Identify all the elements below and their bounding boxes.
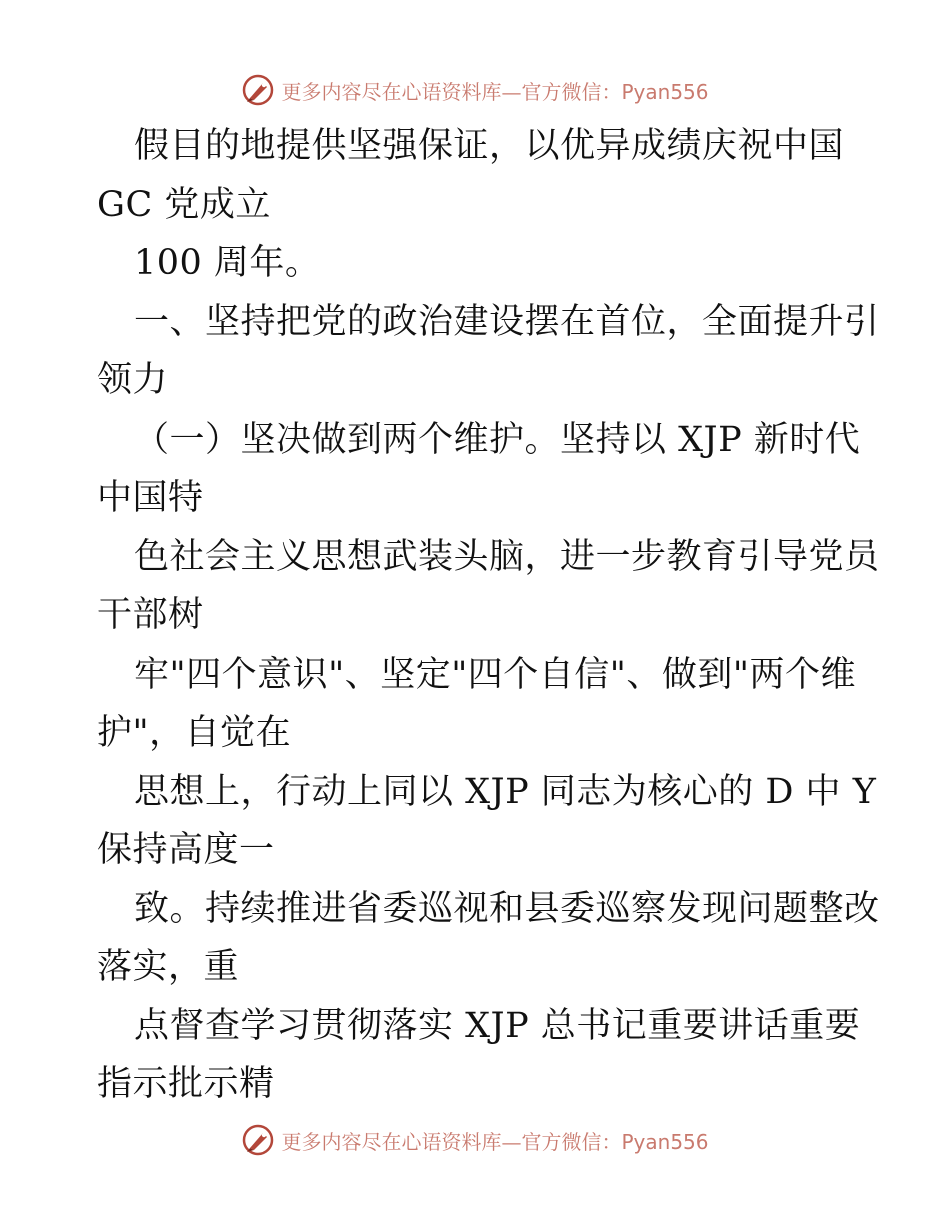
text-line: 牢"四个意识"、坚定"四个自信"、做到"两个维 [134,655,856,695]
text-line: （一）坚决做到两个维护。坚持以 XJP 新时代 [134,420,861,460]
text-line: 领力 [97,360,169,400]
text-line: 落实，重 [97,947,240,987]
watermark-text [281,1126,708,1155]
watermark-text [281,76,708,105]
text-line: 中国特 [97,478,204,518]
pen-nib-logo-icon [241,1123,275,1157]
text-line: 100 周年。 [134,243,321,283]
pen-nib-logo-icon [241,73,275,107]
text-line: 假目的地提供坚强保证，以优异成绩庆祝中国 [134,126,845,166]
text-line: 指示批示精 [97,1064,275,1104]
header-watermark [0,70,950,110]
watermark-cn-text: 更多内容尽在心语资料库—官方微信： [281,1129,622,1154]
footer-watermark [0,1120,950,1160]
text-line: 点督查学习贯彻落实 XJP 总书记重要讲话重要 [134,1006,861,1046]
text-line: 致。持续推进省委巡视和县委巡察发现问题整改 [134,889,880,929]
watermark-id-text: Pyan556 [621,79,709,104]
text-line: 一、坚持把党的政治建设摆在首位，全面提升引 [134,302,880,342]
text-line: 思想上，行动上同以 XJP 同志为核心的 D 中 Y [134,772,877,812]
text-line: 保持高度一 [97,830,275,870]
watermark-id-text: Pyan556 [621,1129,709,1154]
text-line: GC 党成立 [97,185,271,225]
text-line: 干部树 [97,595,204,635]
text-line: 护"，自觉在 [97,713,292,753]
watermark-cn-text: 更多内容尽在心语资料库—官方微信： [281,79,622,104]
text-line: 色社会主义思想武装头脑，进一步教育引导党员 [134,537,880,577]
